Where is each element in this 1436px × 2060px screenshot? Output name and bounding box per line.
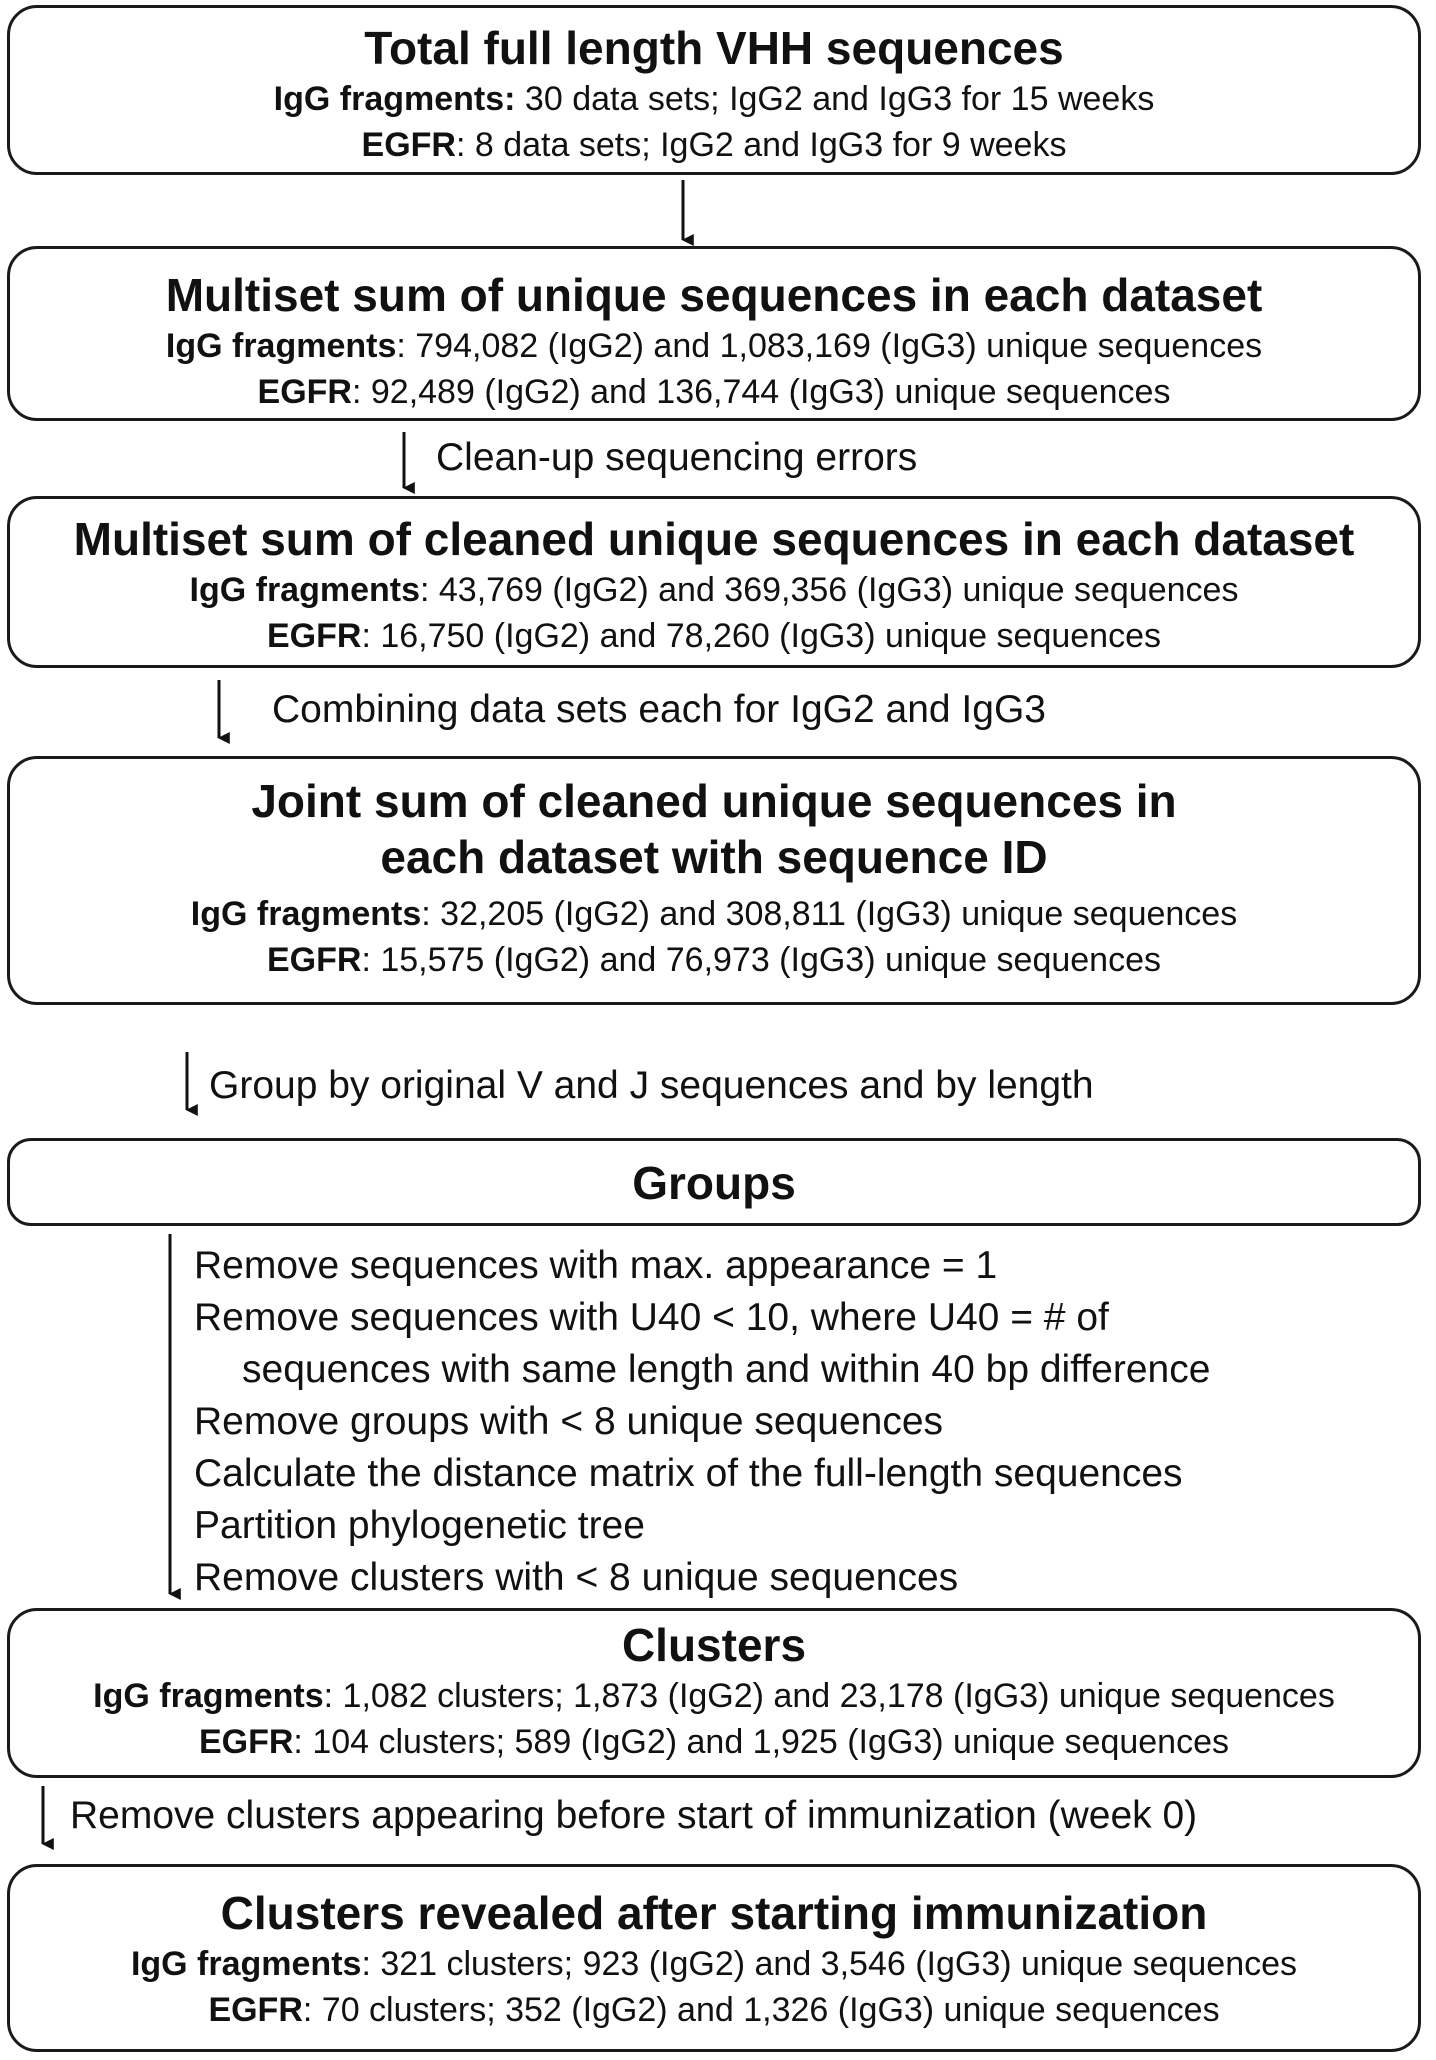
arrow-label-group-by: Group by original V and J sequences and by length	[209, 1064, 1094, 1107]
box-title: Groups	[632, 1157, 796, 1209]
box-line-igg: IgG fragments: 321 clusters; 923 (IgG2) and 3,546 (IgG3) unique sequences	[130, 1945, 1298, 1983]
filter-step: Partition phylogenetic tree	[194, 1504, 645, 1547]
box-line-igg: IgG fragments: 1,082 clusters; 1,873 (IgG2) and 23,178 (IgG3) unique sequences	[93, 1677, 1335, 1715]
arrow-label-cleanup: Clean-up sequencing errors	[436, 436, 918, 479]
box-line-egfr: EGFR: 70 clusters; 352 (IgG2) and 1,326 (IgG3) unique sequences	[208, 1991, 1220, 2029]
box-line-egfr: EGFR: 8 data sets; IgG2 and IgG3 for 9 weeks	[361, 126, 1067, 164]
box-title: Clusters	[621, 1619, 807, 1671]
filter-step: Remove clusters with < 8 unique sequences	[194, 1556, 959, 1599]
box-line-igg: IgG fragments: 30 data sets; IgG2 and IgG3 for 15 weeks	[273, 80, 1155, 118]
box-line-egfr: EGFR: 104 clusters; 589 (IgG2) and 1,925 (IgG3) unique sequences	[198, 1723, 1230, 1761]
box-title: Clusters revealed after starting immunization	[220, 1887, 1208, 1939]
arrow-label-remove-before: Remove clusters appearing before start of immunization (week 0)	[70, 1794, 1198, 1837]
box-line-egfr: EGFR: 92,489 (IgG2) and 136,744 (IgG3) unique sequences	[257, 373, 1171, 411]
box-title: Multiset sum of cleaned unique sequences in each dataset	[73, 513, 1355, 565]
box-line-igg: IgG fragments: 32,205 (IgG2) and 308,811 (IgG3) unique sequences	[190, 895, 1238, 933]
filter-step-continuation: sequences with same length and within 40 bp difference	[242, 1348, 1211, 1391]
filter-step: Remove sequences with U40 < 10, where U40 = # of	[194, 1296, 1109, 1339]
arrow-label-combining: Combining data sets each for IgG2 and IgG3	[272, 688, 1046, 731]
box-line-igg: IgG fragments: 794,082 (IgG2) and 1,083,169 (IgG3) unique sequences	[165, 327, 1263, 365]
box-title: Joint sum of cleaned unique sequences in	[251, 775, 1177, 827]
box-line-igg: IgG fragments: 43,769 (IgG2) and 369,356 (IgG3) unique sequences	[189, 571, 1239, 609]
filter-step: Calculate the distance matrix of the full-length sequences	[194, 1452, 1183, 1495]
box-line-egfr: EGFR: 15,575 (IgG2) and 76,973 (IgG3) unique sequences	[266, 941, 1161, 979]
filter-step: Remove groups with < 8 unique sequences	[194, 1400, 944, 1443]
box-title-second-line: each dataset with sequence ID	[380, 831, 1048, 883]
box-title: Total full length VHH sequences	[364, 22, 1064, 74]
box-title: Multiset sum of unique sequences in each dataset	[165, 269, 1263, 321]
box-line-egfr: EGFR: 16,750 (IgG2) and 78,260 (IgG3) unique sequences	[266, 617, 1161, 655]
filter-step: Remove sequences with max. appearance = 1	[194, 1244, 998, 1287]
